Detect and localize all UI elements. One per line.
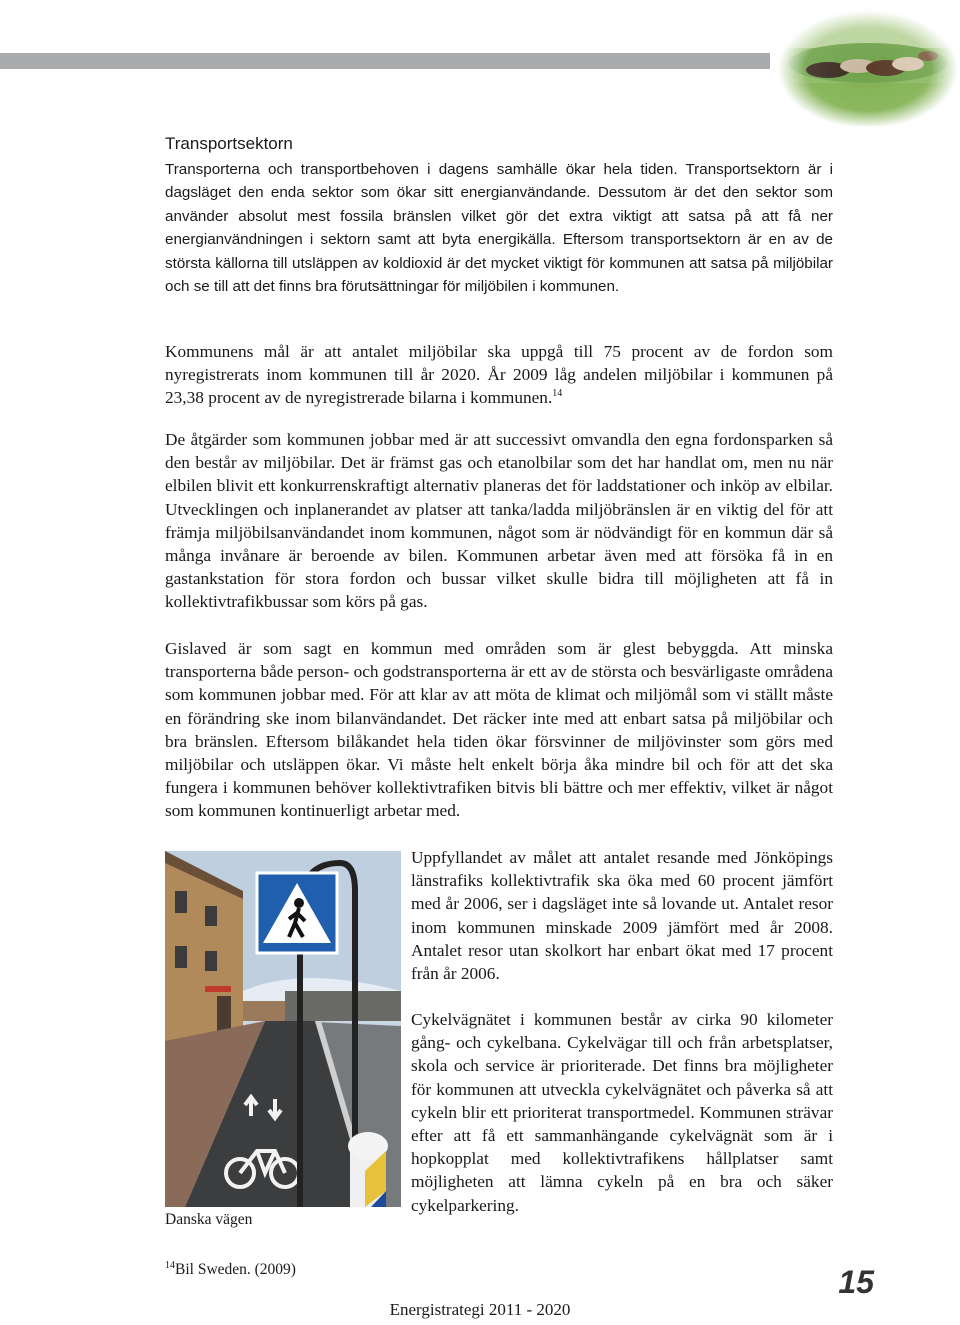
street-photo [165, 851, 401, 1207]
footnote-text: Bil Sweden. (2009) [175, 1261, 296, 1278]
intro-paragraph: Transporterna och transportbehoven i dagens samhälle ökar hela tiden. Transportsektorn är i dagsläget den enda sektor som ökar sitt energianvändande. Dessutom är det den sektor som använder absolut mest fossila bränslen vilket gör det extra viktigt att satsa på att få ner energianvändningen i sektorn samt att byta energikälla. Eftersom transportsektorn är en av de största källorna till utsläppen av koldioxid är det mycket viktigt för kommunen att satsa på miljöbilar och se till att det finns bra förutsättningar för miljöbilen i kommunen. [165, 161, 833, 296]
photo-caption: Danska vägen [165, 1211, 253, 1228]
footnote-ref: 14 [552, 388, 563, 400]
public-transport-paragraph: Uppfyllandet av målet att antalet resande med Jönköpings länstrafiks kollektivtrafik ska öka med 60 procent jämfört med år 2006, ser i dagsläget inte så lovande ut. Antalet resor inom kommunen minskade 2009 jämfört med år 2008. Antalet resor utan skolkort har enbart ökat med 17 procent från år 2006. [411, 848, 833, 984]
section-heading: Transportsektorn [165, 134, 293, 153]
measures-paragraph: De åtgärder som kommunen jobbar med är att successivt omvandla den egna fordonsparken så den består av miljöbilar. Det är främst gas och etanolbilar som det har handlat om, men nu när elbilen blivit ett konkurrenskraftigt alternativ planeras det för laddstationer och inköp av elbilar. Utvecklingen och inplanerandet av platser att tanka/ladda miljöbränslen är en viktig del för att främja miljöbilsanvändandet inom kommunen, något som är nödvändigt för en kommun där så många invånare är beroende av bilen. Kommunen arbetar även med att försöka få in en gastankstation för stora fordon och bussar vilket skulle bidra till möjligheten att få in kollektivtrafikbussar som körs på gas. [165, 430, 833, 612]
gislaved-paragraph: Gislaved är som sagt en kommun med områden som är glest bebyggda. Att minska transporterna både person- och godstransporterna är ett av de största och besvärligaste områdena som kommunen jobbar med. För att klar av att möta de klimat och miljömål som vi ställt måste en förändring ske inom bilanvändandet. Det räcker inte med att enbart satsa på miljöbilar och bra bränslen. Eftersom bilåkandet hela tiden ökar försvinner de miljövinster som görs med miljöbilar och utsläppen ökar. Vi måste helt enkelt börja åka mindre bil och för att det ska fungera i kommunen behöver kollektivtrafiken bitvis bli bättre och mer effektiv, vilket är något som kommunen kontinuerligt arbetar med. [165, 639, 833, 821]
header-bar [0, 53, 770, 69]
footer-title: Energistrategi 2011 - 2020 [389, 1300, 571, 1319]
goal-text: Kommunens mål är att antalet miljöbilar ska uppgå till 75 procent av de fordon som nyregistrerats inom kommunen till år 2020. År 2009 låg andelen miljöbilar i kommunen på 23,38 procent av de nyregistrerade bilarna i kommunen. [165, 342, 833, 408]
footnote-number: 14 [165, 1259, 175, 1271]
cycling-paragraph: Cykelvägnätet i kommunen består av cirka 90 kilometer gång- och cykelbana. Cykelvägar till och från arbetsplatser, skola och service är prioriterade. Det finns bra möjligheter för kommunen att utveckla cykelvägnätet och påverka så att cykeln blir ett prioriterat transportmedel. Kommunen strävar efter att få ett sammanhängande cykelvägnät som är i hopkopplat med kollektivtrafikens hållplatser samt möjligheten att lämna cykeln på en bra och säker cykelparkering. [411, 1010, 833, 1215]
goal-paragraph [165, 340, 833, 410]
corner-photo [778, 8, 958, 126]
footnote [165, 1261, 296, 1279]
page-number: 15 [838, 1264, 874, 1300]
